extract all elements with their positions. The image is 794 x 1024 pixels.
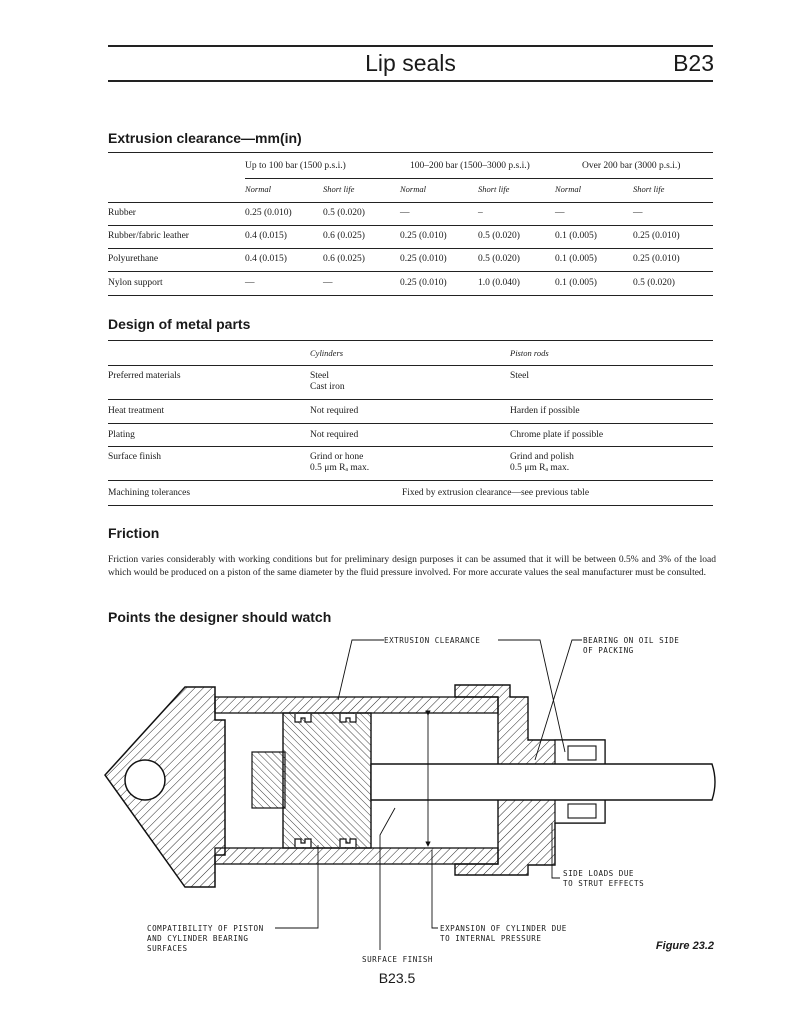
row-label: Surface finish (108, 452, 162, 462)
table-cell: — (633, 208, 643, 218)
row-label: Nylon support (108, 278, 163, 288)
table-cell: 0.25 (0.010) (400, 254, 447, 264)
subheader: Normal (400, 184, 426, 194)
group-header: Up to 100 bar (1500 p.s.i.) (245, 161, 346, 171)
table-cell: 0.5 (0.020) (633, 278, 675, 288)
clevis-hole (125, 760, 165, 800)
row-label: Rubber (108, 208, 136, 218)
group-header: 100–200 bar (1500–3000 p.s.i.) (410, 161, 530, 171)
label-of-packing: OF PACKING (583, 646, 634, 655)
leader-surface-finish (380, 808, 395, 950)
label-bearing-oil-side: BEARING ON OIL SIDE (583, 636, 680, 645)
label-side-loads: SIDE LOADS DUE (563, 869, 635, 878)
row-label: Rubber/fabric leather (108, 231, 189, 241)
group-header: Over 200 bar (3000 p.s.i.) (582, 161, 681, 171)
table-cell: 0.1 (0.005) (555, 278, 597, 288)
table-cell: — (555, 208, 565, 218)
table-cell: 0.1 (0.005) (555, 231, 597, 241)
table-cell: 0.1 (0.005) (555, 254, 597, 264)
col-header-cylinders: Cylinders (310, 348, 344, 358)
figure-caption: Figure 23.2 (655, 940, 714, 952)
label-expansion: TO INTERNAL PRESSURE (440, 934, 542, 943)
label-surface-finish: SURFACE FINISH (362, 955, 434, 964)
subheader: Short life (323, 184, 355, 194)
extrusion-heading: Extrusion clearance—mm(in) (108, 130, 302, 146)
subheader: Short life (478, 184, 510, 194)
table-cell: Grind or hone (310, 452, 364, 462)
table-cell: Not required (310, 406, 359, 416)
row-label: Preferred materials (108, 371, 181, 381)
piston (283, 713, 371, 848)
metal-heading: Design of metal parts (108, 316, 251, 332)
friction-heading: Friction (108, 525, 160, 541)
table-cell: 0.25 (0.010) (400, 278, 447, 288)
label-compatibility: AND CYLINDER BEARING (147, 934, 249, 943)
table-cell: Cast iron (310, 382, 345, 392)
subheader: Normal (245, 184, 271, 194)
table-cell: Grind and polish (510, 452, 574, 462)
table-cell: Chrome plate if possible (510, 430, 604, 440)
table-cell: — (245, 278, 255, 288)
table-cell: 0.5 (0.020) (323, 208, 365, 218)
table-cell: 0.25 (0.010) (245, 208, 292, 218)
table-cell: Steel (310, 371, 329, 381)
table-cell: 0.25 (0.010) (633, 231, 680, 241)
barrel-wall-top (215, 697, 498, 713)
row-label: Polyurethane (108, 254, 159, 264)
end-cap (105, 687, 225, 887)
label-extrusion-clearance: EXTRUSION CLEARANCE (384, 636, 481, 645)
table-cell: 1.0 (0.040) (478, 278, 520, 288)
table-cell: — (400, 208, 410, 218)
barrel-wall-bottom (215, 848, 498, 864)
piston-rod (371, 764, 715, 800)
subheader: Normal (555, 184, 581, 194)
table-cell: 0.25 (0.010) (633, 254, 680, 264)
rod-seal (568, 804, 596, 818)
table-cell: 0.4 (0.015) (245, 254, 287, 264)
table-cell: Not required (310, 430, 359, 440)
label-expansion: EXPANSION OF CYLINDER DUE (440, 924, 567, 933)
col-header-piston-rods: Piston rods (510, 348, 549, 358)
table-cell: 0.6 (0.025) (323, 254, 365, 264)
label-compatibility: COMPATIBILITY OF PISTON (147, 924, 264, 933)
page-title: Lip seals (365, 50, 456, 76)
table-cell: 0.5 μm Rₐ max. (310, 463, 370, 473)
row-label: Heat treatment (108, 406, 165, 416)
designer-heading: Points the designer should watch (108, 609, 332, 625)
table-cell: — (323, 278, 333, 288)
table-cell: Harden if possible (510, 406, 580, 416)
table-cell: 0.4 (0.015) (245, 231, 287, 241)
leader-extrusion (338, 640, 384, 700)
label-strut-effects: TO STRUT EFFECTS (563, 879, 645, 888)
friction-paragraph: Friction varies considerably with working conditions but for preliminary design purposes it can be assumed that it will be between 0.5% and 3% of the load which would be produced on a piston of the same diameter by the fluid pressure involved. For more accurate values the seal manufacturer must be consulted. (108, 555, 716, 578)
table-cell: Steel (510, 371, 529, 381)
subheader: Short life (633, 184, 665, 194)
table-cell: – (478, 208, 483, 218)
section-code: B23 (673, 50, 714, 76)
rod-seal (568, 746, 596, 760)
row-label: Plating (108, 430, 135, 440)
table-cell: 0.5 (0.020) (478, 254, 520, 264)
table-cell: 0.5 μm Rₐ max. (510, 463, 570, 473)
table-cell: 0.5 (0.020) (478, 231, 520, 241)
label-compatibility: SURFACES (147, 944, 188, 953)
piston-nut (252, 752, 285, 808)
row-label: Machining tolerances (108, 488, 191, 498)
table-cell: 0.6 (0.025) (323, 231, 365, 241)
page-number: B23.5 (378, 970, 416, 986)
table-cell: 0.25 (0.010) (400, 231, 447, 241)
table-cell: Fixed by extrusion clearance—see previous table (402, 488, 590, 498)
